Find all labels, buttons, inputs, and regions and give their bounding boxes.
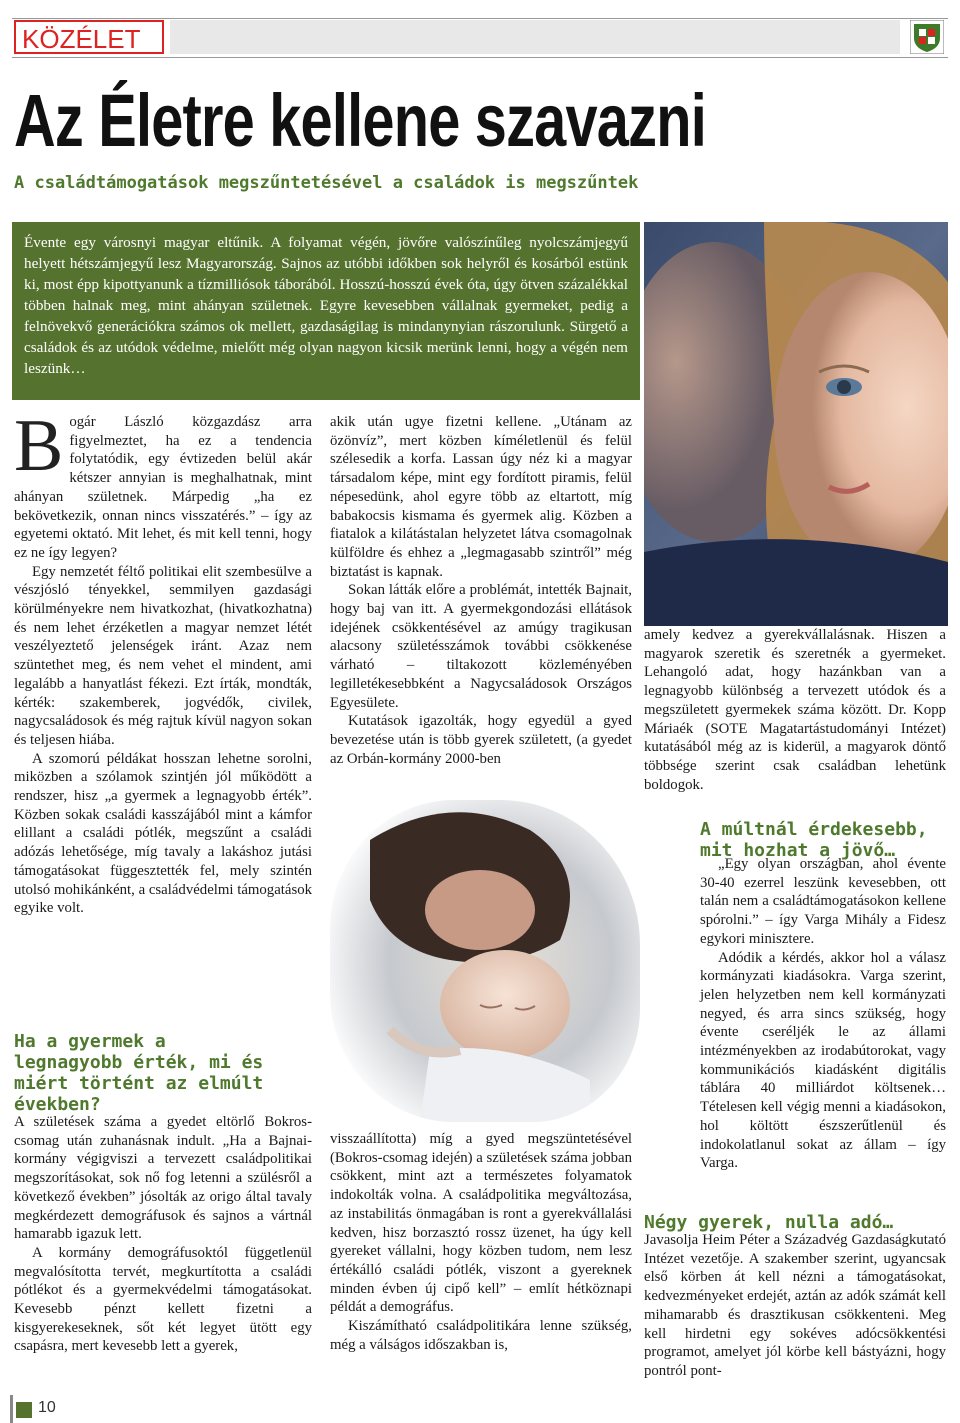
col1-paragraph-2: Egy nemzetét féltő politikai elit szembesülve a vészjósló tényekkel, semmilyen gazdasági körülményekre nem hivatkozhat, (hivatkozhatna) és nem lehet érzéketlen a magyar nemzet létét veszélyeztető jelenségek iránt. Azaz nem szüntethet meg, és nem vehet el mindent, ami legalább a hanyatlást fékezi. Ezt írták, mondták, kérték: szakemberek, jogvédők, civilek, nagycsaládosok és még rajtuk kívül nagyon sokan és teljesen hiába. bbox=[14, 563, 312, 748]
article-column-2-lower bbox=[330, 1130, 632, 1354]
article-column-3 bbox=[644, 626, 946, 794]
col1-paragraph-5: A kormány demográfusoktól függetlenül megvalósította tervét, megkurtította a családi pótlékot és a gyermekvédelmi támogatásokat. Kevesebb pénzt kellett fizetni a kisgyerekeseknek, sőt két legyet ütött egy csapásra, mert kevesebb lett a gyerek, bbox=[14, 1244, 312, 1355]
col2-paragraph-2: Sokan látták előre a problémát, intették Bajnait, hogy baj van itt. A gyermekgondozási ellátások idejének csökkentésével az amúgy tragikusan alacsony születésszámok további csökkenése várható – tiltakozott közleményében legilletékesebbként a Nagycsaládosok Országos Egyesülete. bbox=[330, 582, 632, 711]
article-column-1 bbox=[14, 405, 312, 918]
article-column-2 bbox=[330, 413, 632, 768]
col2-paragraph-4: visszaállította) míg a gyed megszüntetésével (Bokros-csomag idején) a születések száma jobban csökkent, mint azt a természetes folyamatok indokolták volna. A családpolitika megváltozása, az instabilitás önmagában is ront a gyerekvállalási kedven, hisz borzasztó rossz üzenet, ha úgy kell gyereket vállalni, hogy közben tudom, nem lesz értékálló családi pótlék, viszont a gyereknek minden évben új cipő kell” – említ hétköznapi példát a demográfus. bbox=[330, 1131, 632, 1316]
article-column-1-lower bbox=[14, 1113, 312, 1356]
col1-paragraph-1: ogár László közgazdász arra figyelmeztet, ha ez a tendencia folytatódik, egy évtizeden belül akár kétszer annyian is meghalhatnak, mint ahányan születnek. Márpedig „ha ez bekövetkezik, onnan nincs visszatérés.” – így az egyetemi oktató. Mit lehet, és mit kell tenni, hogy ez ne így legyen? bbox=[14, 414, 312, 561]
child-portrait-photo bbox=[644, 222, 948, 626]
drop-cap: B bbox=[14, 405, 64, 487]
mother-baby-photo bbox=[330, 800, 640, 1122]
col1-paragraph-3: A szomorú példákat hosszan lehetne sorolni, miközben a szólamok szintjén jól működött a rendszer, hisz „a gyermek a legnagyobb érték”. Közben sokak családi kasszájából mint a kámfor elillant a családi pótlék, megszűnt a családi adózás lehetősége, míg tavaly a lakáshoz jutási támogatásokat függesztették fel, mely szintén utolsó mohikánként, a családvédelmi támogatások egyike volt. bbox=[14, 750, 312, 917]
subheading-3: Négy gyerek, nulla adó… bbox=[644, 1212, 894, 1233]
party-logo-icon bbox=[910, 20, 944, 54]
col3-paragraph-2: „Egy olyan országban, ahol évente 30-40 ezerrel leszünk kevesebben, ott talán nem a családtámogatásokon kellene spórolni.” – így Varga Mihály a Fidesz egykori minisztere. bbox=[700, 856, 946, 947]
col2-paragraph-5: Kiszámítható családpolitikára lenne szükség, még a válságos időszakban is, bbox=[330, 1318, 632, 1353]
col2-paragraph-3: Kutatások igazolták, hogy egyedül a gyed bevezetése után is több gyerek született, (a gyedet az Orbán-kormány 2000-ben bbox=[330, 713, 632, 767]
article-title: Az Életre kellene szavazni bbox=[14, 79, 706, 162]
article-subtitle: A családtámogatások megszűntetésével a családok is megszűntek bbox=[14, 173, 639, 193]
col3-paragraph-3: Adódik a kérdés, akkor hol a válasz kormányzati kiadásokra. Varga szerint, jelen helyzetben nem kell kormányzati negyed, és arra sincs szükség, hogy évente cseréljék le az állami intézményekben az irodabútorokat, vagy kommunikációs kiadásként digitális táblára 40 milliárdot költsenek… Tételesen kell végig menni a kiadásokon, hol költött észszerűtlenül és indokolatlanul sokat az állam – így Varga. bbox=[700, 949, 946, 1172]
subheading-1: Ha a gyermek a legnagyobb érték, mi és miért történt az elmúlt években? bbox=[14, 1031, 264, 1115]
section-bar-fill bbox=[170, 20, 900, 54]
lead-box bbox=[12, 222, 640, 400]
col3-paragraph-4: Javasolja Heim Péter a Századvég Gazdaságkutató Intézet vezetője. A szakember szerint, ugyancsak első körben át kell nézni a támogatásokat, kedvezményeket erdejét, aztán az adók számát kell mihamarabb és drasztikusan csökkenteni. Meg kell hirdetni egy sokéves adócsökkentési programot, amelyet jól körbe kell bástyázni, hogy pontról pont- bbox=[644, 1232, 946, 1379]
col2-paragraph-1: akik után ugye fizetni kellene. „Utánam az özönvíz”, mert közben kíméletlenül és felül szélesedik a korfa. Lassan úgy néz ki a magyar társadalom képe, mint egy fordított piramis, felül népesedünk, ahol egyre több az eltartott, míg babakocsis kismama és gyermek alig. Közben a fiatalok a kilátástalan helyzetet látva csomagolnak külföldre és ehhez a „legmagasabb szintről” még biztatást is kapnak. bbox=[330, 414, 632, 580]
page-number: 10 bbox=[38, 1399, 56, 1416]
col1-paragraph-4: A születések száma a gyedet eltörlő Bokros-csomag után zuhanásnak indult. „Ha a Bajnai-kormány végigviszi a tervezett családpolitikai megszorításokat, sok nő fog letenni a szülésről a következő években” jósolták az origo által tavaly megkérdezett demográfusok és sajnos a vártnál hamarabb igazuk lett. bbox=[14, 1114, 312, 1243]
section-label: KÖZÉLET bbox=[14, 20, 164, 54]
article-column-3-middle bbox=[700, 855, 946, 1173]
page-marker bbox=[16, 1402, 32, 1418]
subheading-2: A múltnál érdekesebb, mit hozhat a jövő… bbox=[700, 819, 928, 861]
article-column-3-lower bbox=[644, 1231, 946, 1381]
footer-rule bbox=[10, 1395, 13, 1423]
lead-text: Évente egy városnyi magyar eltűnik. A folyamat végén, jövőre valószínűleg nyolcszámjegyű helyett hétszámjegyű lesz Magyarország. Sajnos az utóbbi időkben sok helyről és kosárból estünk ki, most épp kipottyanunk a tízmilliósok táborából. Hosszú-hosszú évek óta, úgy ötven százalékkal többen halnak meg, mint ahányan születnek. Egyre kevesebben vállalnak gyermeket, pedig a felnövekvő generációkra számos ok mellett, gazdaságilag is mindanynyian rászorulunk. Sürgető a családok és az utódok védelme, mielőtt még olyan nagyon kicsik merünk lenni, hogy a végén nem leszünk… bbox=[24, 234, 628, 377]
col3-paragraph-1: amely kedvez a gyerekvállalásnak. Hiszen a magyarok szeretik és szeretnék a gyermeket. Lehangoló adat, hogy hazánkban van a legnagyobb különbség a tervezett utódok és a megszületett gyermekek száma között. Dr. Kopp Máriaék (SOTE Magatartástudományi Intézet) kutatásából még az is kiderül, a magyarok döntő többsége szerint csak családban lehetünk boldogok. bbox=[644, 627, 946, 793]
